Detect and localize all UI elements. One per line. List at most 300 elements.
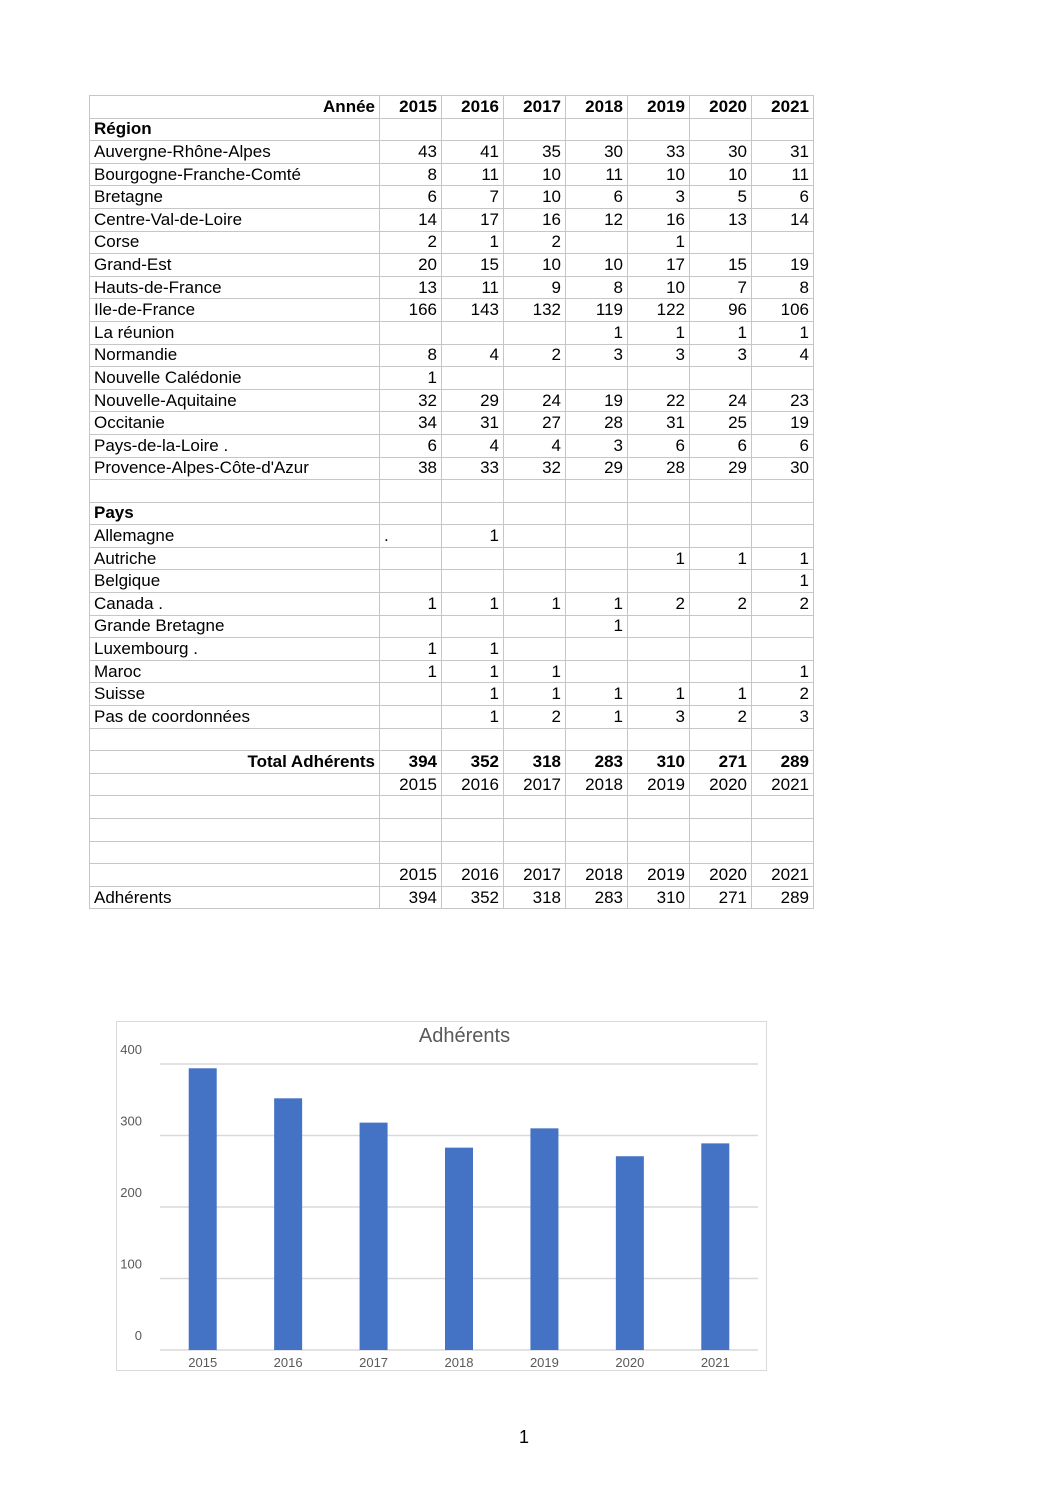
row-label: Maroc (90, 660, 380, 683)
cell-value: 352 (442, 751, 504, 774)
cell-value: 2019 (628, 773, 690, 796)
cell-value (442, 615, 504, 638)
y-tick-label: 300 (120, 1113, 142, 1129)
table-row (90, 593, 814, 616)
row-label: La réunion (90, 321, 380, 344)
bar-2019 (530, 1128, 558, 1350)
cell-value: 14 (752, 208, 814, 231)
cell-value (690, 118, 752, 141)
cell-value: 6 (566, 186, 628, 209)
x-tick-label: 2015 (188, 1355, 218, 1370)
row-label (90, 480, 380, 503)
cell-value: 10 (566, 254, 628, 277)
cell-value: 132 (504, 299, 566, 322)
cell-value (690, 480, 752, 503)
cell-value (752, 525, 814, 548)
cell-value (628, 480, 690, 503)
chart-canvas (117, 1022, 768, 1372)
cell-value: 1 (752, 570, 814, 593)
row-label: Pays-de-la-Loire . (90, 434, 380, 457)
blank-row (90, 841, 814, 864)
cell-value (752, 231, 814, 254)
cell-value: 4 (504, 434, 566, 457)
cell-value (442, 118, 504, 141)
cell-value: 6 (690, 434, 752, 457)
row-label: Occitanie (90, 412, 380, 435)
row-label: Allemagne (90, 525, 380, 548)
cell-value: 3 (628, 186, 690, 209)
cell-value (566, 660, 628, 683)
row-label: Autriche (90, 547, 380, 570)
cell-value: 1 (628, 321, 690, 344)
row-label: Canada . (90, 593, 380, 616)
table-row (90, 457, 814, 480)
row-label: Luxembourg . (90, 638, 380, 661)
membership-table (89, 95, 814, 909)
table-row (90, 299, 814, 322)
table-row (90, 864, 814, 887)
table-row (90, 141, 814, 164)
cell-value (504, 841, 566, 864)
cell-value (752, 728, 814, 751)
cell-value: 1 (752, 321, 814, 344)
cell-value: 14 (380, 208, 442, 231)
table-row (90, 367, 814, 390)
cell-value (690, 502, 752, 525)
header-row (90, 96, 814, 119)
table-row (90, 706, 814, 729)
table-row (90, 570, 814, 593)
row-label: Grand-Est (90, 254, 380, 277)
cell-value (752, 118, 814, 141)
cell-value (566, 841, 628, 864)
table-row (90, 615, 814, 638)
cell-value: 2016 (442, 773, 504, 796)
cell-value: 28 (566, 412, 628, 435)
row-label: Nouvelle-Aquitaine (90, 389, 380, 412)
cell-value: 1 (566, 706, 628, 729)
cell-value: 31 (628, 412, 690, 435)
table-row (90, 186, 814, 209)
cell-value: 16 (504, 208, 566, 231)
section-row (90, 502, 814, 525)
cell-value: 1 (504, 593, 566, 616)
cell-value: 10 (504, 254, 566, 277)
cell-value: 29 (690, 457, 752, 480)
cell-value: 2016 (442, 864, 504, 887)
header-year: 2019 (628, 96, 690, 119)
row-label: Ile-de-France (90, 299, 380, 322)
bar-2015 (189, 1068, 217, 1350)
cell-value: 41 (442, 141, 504, 164)
total-row (90, 751, 814, 774)
cell-value: 22 (628, 389, 690, 412)
cell-value: 12 (566, 208, 628, 231)
cell-value (504, 525, 566, 548)
cell-value: 13 (380, 276, 442, 299)
cell-value: 1 (380, 638, 442, 661)
cell-value (504, 615, 566, 638)
table-row (90, 547, 814, 570)
cell-value (566, 570, 628, 593)
row-label: Normandie (90, 344, 380, 367)
table-row (90, 321, 814, 344)
cell-value (628, 502, 690, 525)
cell-value: 3 (690, 344, 752, 367)
cell-value: 1 (566, 593, 628, 616)
table-row (90, 886, 814, 909)
cell-value: 27 (504, 412, 566, 435)
cell-value: 1 (442, 660, 504, 683)
row-label: Belgique (90, 570, 380, 593)
y-tick-label: 100 (120, 1256, 142, 1272)
cell-value: 19 (752, 412, 814, 435)
row-label: Pays (90, 502, 380, 525)
cell-value: 30 (690, 141, 752, 164)
cell-value: 8 (380, 344, 442, 367)
cell-value (442, 547, 504, 570)
cell-value: 2021 (752, 864, 814, 887)
cell-value: 271 (690, 886, 752, 909)
cell-value: 19 (566, 389, 628, 412)
cell-value: 166 (380, 299, 442, 322)
y-tick-label: 400 (120, 1042, 142, 1057)
cell-value: 3 (628, 706, 690, 729)
cell-value: 8 (752, 276, 814, 299)
cell-value (752, 638, 814, 661)
cell-value: 19 (752, 254, 814, 277)
cell-value (504, 728, 566, 751)
cell-value (504, 796, 566, 819)
cell-value: 1 (628, 683, 690, 706)
cell-value (690, 728, 752, 751)
table-row (90, 254, 814, 277)
header-year: 2016 (442, 96, 504, 119)
cell-value: 8 (380, 163, 442, 186)
cell-value (504, 118, 566, 141)
x-tick-label: 2017 (359, 1355, 389, 1370)
cell-value: 43 (380, 141, 442, 164)
cell-value (380, 706, 442, 729)
cell-value: 2 (504, 344, 566, 367)
bar-2021 (701, 1143, 729, 1350)
cell-value (380, 796, 442, 819)
cell-value: 13 (690, 208, 752, 231)
cell-value (566, 819, 628, 842)
cell-value: 17 (442, 208, 504, 231)
cell-value (442, 819, 504, 842)
cell-value (380, 841, 442, 864)
cell-value (752, 841, 814, 864)
cell-value: 5 (690, 186, 752, 209)
cell-value: 29 (566, 457, 628, 480)
table-row (90, 525, 814, 548)
header-year: 2018 (566, 96, 628, 119)
cell-value: 318 (504, 886, 566, 909)
cell-value (380, 570, 442, 593)
cell-value: 4 (752, 344, 814, 367)
cell-value: 1 (690, 321, 752, 344)
cell-value (442, 796, 504, 819)
cell-value (690, 367, 752, 390)
cell-value: 16 (628, 208, 690, 231)
row-label (90, 864, 380, 887)
cell-value: 1 (442, 683, 504, 706)
row-label (90, 841, 380, 864)
cell-value (380, 118, 442, 141)
cell-value (504, 502, 566, 525)
x-tick-label: 2021 (700, 1355, 730, 1370)
bar-2018 (445, 1148, 473, 1350)
header-year: 2015 (380, 96, 442, 119)
cell-value (628, 570, 690, 593)
cell-value: 6 (628, 434, 690, 457)
cell-value: 4 (442, 434, 504, 457)
cell-value (442, 841, 504, 864)
cell-value: 38 (380, 457, 442, 480)
cell-value: 2015 (380, 773, 442, 796)
cell-value: 271 (690, 751, 752, 774)
cell-value: 2020 (690, 864, 752, 887)
cell-value: 3 (628, 344, 690, 367)
cell-value: 106 (752, 299, 814, 322)
cell-value: 2017 (504, 773, 566, 796)
cell-value: 283 (566, 751, 628, 774)
row-label: Région (90, 118, 380, 141)
cell-value: 2021 (752, 773, 814, 796)
cell-value (380, 819, 442, 842)
cell-value (380, 615, 442, 638)
cell-value (628, 367, 690, 390)
cell-value (566, 638, 628, 661)
cell-value: 122 (628, 299, 690, 322)
cell-value: 2015 (380, 864, 442, 887)
table-row (90, 412, 814, 435)
cell-value (628, 118, 690, 141)
blank-row (90, 796, 814, 819)
row-label (90, 819, 380, 842)
header-year: 2021 (752, 96, 814, 119)
cell-value: 31 (442, 412, 504, 435)
cell-value: 96 (690, 299, 752, 322)
cell-value: 310 (628, 751, 690, 774)
x-tick-label: 2020 (615, 1355, 645, 1370)
cell-value (752, 615, 814, 638)
row-label (90, 796, 380, 819)
row-label (90, 728, 380, 751)
cell-value: 1 (628, 231, 690, 254)
cell-value: 15 (442, 254, 504, 277)
x-tick-label: 2018 (444, 1355, 474, 1370)
cell-value: 1 (504, 660, 566, 683)
row-label: Auvergne-Rhône-Alpes (90, 141, 380, 164)
members-bar-chart (116, 1021, 767, 1371)
cell-value (690, 660, 752, 683)
cell-value (752, 502, 814, 525)
cell-value: 289 (752, 751, 814, 774)
cell-value: 1 (380, 660, 442, 683)
cell-value: 394 (380, 886, 442, 909)
cell-value: 33 (628, 141, 690, 164)
cell-value (504, 480, 566, 503)
cell-value: 1 (380, 593, 442, 616)
row-label: Hauts-de-France (90, 276, 380, 299)
cell-value: 28 (628, 457, 690, 480)
cell-value: 32 (380, 389, 442, 412)
cell-value (752, 819, 814, 842)
cell-value: 10 (628, 276, 690, 299)
cell-value (628, 841, 690, 864)
chart-title: Adhérents (418, 1025, 511, 1047)
header-year: 2020 (690, 96, 752, 119)
cell-value: 8 (566, 276, 628, 299)
cell-value: 2018 (566, 773, 628, 796)
cell-value (690, 525, 752, 548)
row-label: Nouvelle Calédonie (90, 367, 380, 390)
cell-value: 1 (566, 615, 628, 638)
cell-value: 10 (504, 163, 566, 186)
cell-value: 3 (752, 706, 814, 729)
cell-value: 35 (504, 141, 566, 164)
cell-value: 10 (690, 163, 752, 186)
cell-value: 4 (442, 344, 504, 367)
cell-value: 1 (504, 683, 566, 706)
cell-value (504, 547, 566, 570)
cell-value: 3 (566, 344, 628, 367)
cell-value: 11 (566, 163, 628, 186)
cell-value: 33 (442, 457, 504, 480)
cell-value: 2 (380, 231, 442, 254)
cell-value (628, 615, 690, 638)
section-row (90, 118, 814, 141)
y-tick-label: 200 (120, 1185, 142, 1200)
cell-value (504, 570, 566, 593)
cell-value (566, 525, 628, 548)
cell-value: 7 (690, 276, 752, 299)
cell-value: 25 (690, 412, 752, 435)
cell-value (690, 231, 752, 254)
cell-value: 394 (380, 751, 442, 774)
cell-value: 2017 (504, 864, 566, 887)
cell-value (752, 796, 814, 819)
cell-value (752, 367, 814, 390)
cell-value: 15 (690, 254, 752, 277)
cell-value (690, 819, 752, 842)
cell-value: 11 (442, 163, 504, 186)
cell-value: 1 (442, 231, 504, 254)
row-label: Centre-Val-de-Loire (90, 208, 380, 231)
table-row (90, 163, 814, 186)
cell-value (566, 547, 628, 570)
blank-row (90, 728, 814, 751)
bar-2016 (274, 1098, 302, 1350)
row-label: Provence-Alpes-Côte-d'Azur (90, 457, 380, 480)
cell-value (566, 796, 628, 819)
cell-value (690, 638, 752, 661)
cell-value: 10 (504, 186, 566, 209)
cell-value: 318 (504, 751, 566, 774)
row-label: Pas de coordonnées (90, 706, 380, 729)
table-row (90, 683, 814, 706)
blank-row (90, 819, 814, 842)
bar-2017 (360, 1123, 388, 1350)
cell-value: 6 (380, 434, 442, 457)
cell-value (566, 728, 628, 751)
cell-value: 20 (380, 254, 442, 277)
cell-value: 2 (504, 706, 566, 729)
cell-value: 1 (690, 547, 752, 570)
cell-value (628, 796, 690, 819)
cell-value (380, 683, 442, 706)
row-label: Bretagne (90, 186, 380, 209)
row-label (90, 773, 380, 796)
cell-value: 6 (752, 434, 814, 457)
row-label: Adhérents (90, 886, 380, 909)
cell-value: 34 (380, 412, 442, 435)
cell-value (566, 367, 628, 390)
cell-value: 1 (442, 593, 504, 616)
cell-value: 32 (504, 457, 566, 480)
cell-value: 1 (442, 525, 504, 548)
cell-value: 310 (628, 886, 690, 909)
row-label: Grande Bretagne (90, 615, 380, 638)
cell-value (380, 547, 442, 570)
cell-value: 30 (752, 457, 814, 480)
cell-value: 1 (442, 706, 504, 729)
x-tick-label: 2019 (529, 1355, 559, 1370)
cell-value (566, 118, 628, 141)
table-row (90, 344, 814, 367)
table-row (90, 389, 814, 412)
cell-value: 6 (380, 186, 442, 209)
cell-value (442, 570, 504, 593)
cell-value: 11 (442, 276, 504, 299)
cell-value (442, 480, 504, 503)
cell-value (504, 638, 566, 661)
cell-value: 2 (690, 706, 752, 729)
cell-value (628, 525, 690, 548)
cell-value: 31 (752, 141, 814, 164)
cell-value (628, 660, 690, 683)
cell-value: 2 (504, 231, 566, 254)
cell-value: 3 (566, 434, 628, 457)
x-tick-label: 2016 (273, 1355, 303, 1370)
cell-value: 6 (752, 186, 814, 209)
cell-value: 2018 (566, 864, 628, 887)
cell-value (442, 502, 504, 525)
cell-value (380, 321, 442, 344)
cell-value (752, 480, 814, 503)
cell-value: 29 (442, 389, 504, 412)
cell-value: 17 (628, 254, 690, 277)
cell-value (504, 321, 566, 344)
bar-2020 (616, 1156, 644, 1350)
cell-value (628, 638, 690, 661)
cell-value: 2019 (628, 864, 690, 887)
y-tick-label: 0 (134, 1328, 142, 1343)
cell-value (566, 502, 628, 525)
cell-value: 1 (690, 683, 752, 706)
cell-value: 11 (752, 163, 814, 186)
header-year: 2017 (504, 96, 566, 119)
table-row (90, 276, 814, 299)
cell-value: 1 (566, 683, 628, 706)
cell-value (566, 231, 628, 254)
cell-value (690, 841, 752, 864)
cell-value: 283 (566, 886, 628, 909)
cell-value: 143 (442, 299, 504, 322)
row-label: Corse (90, 231, 380, 254)
